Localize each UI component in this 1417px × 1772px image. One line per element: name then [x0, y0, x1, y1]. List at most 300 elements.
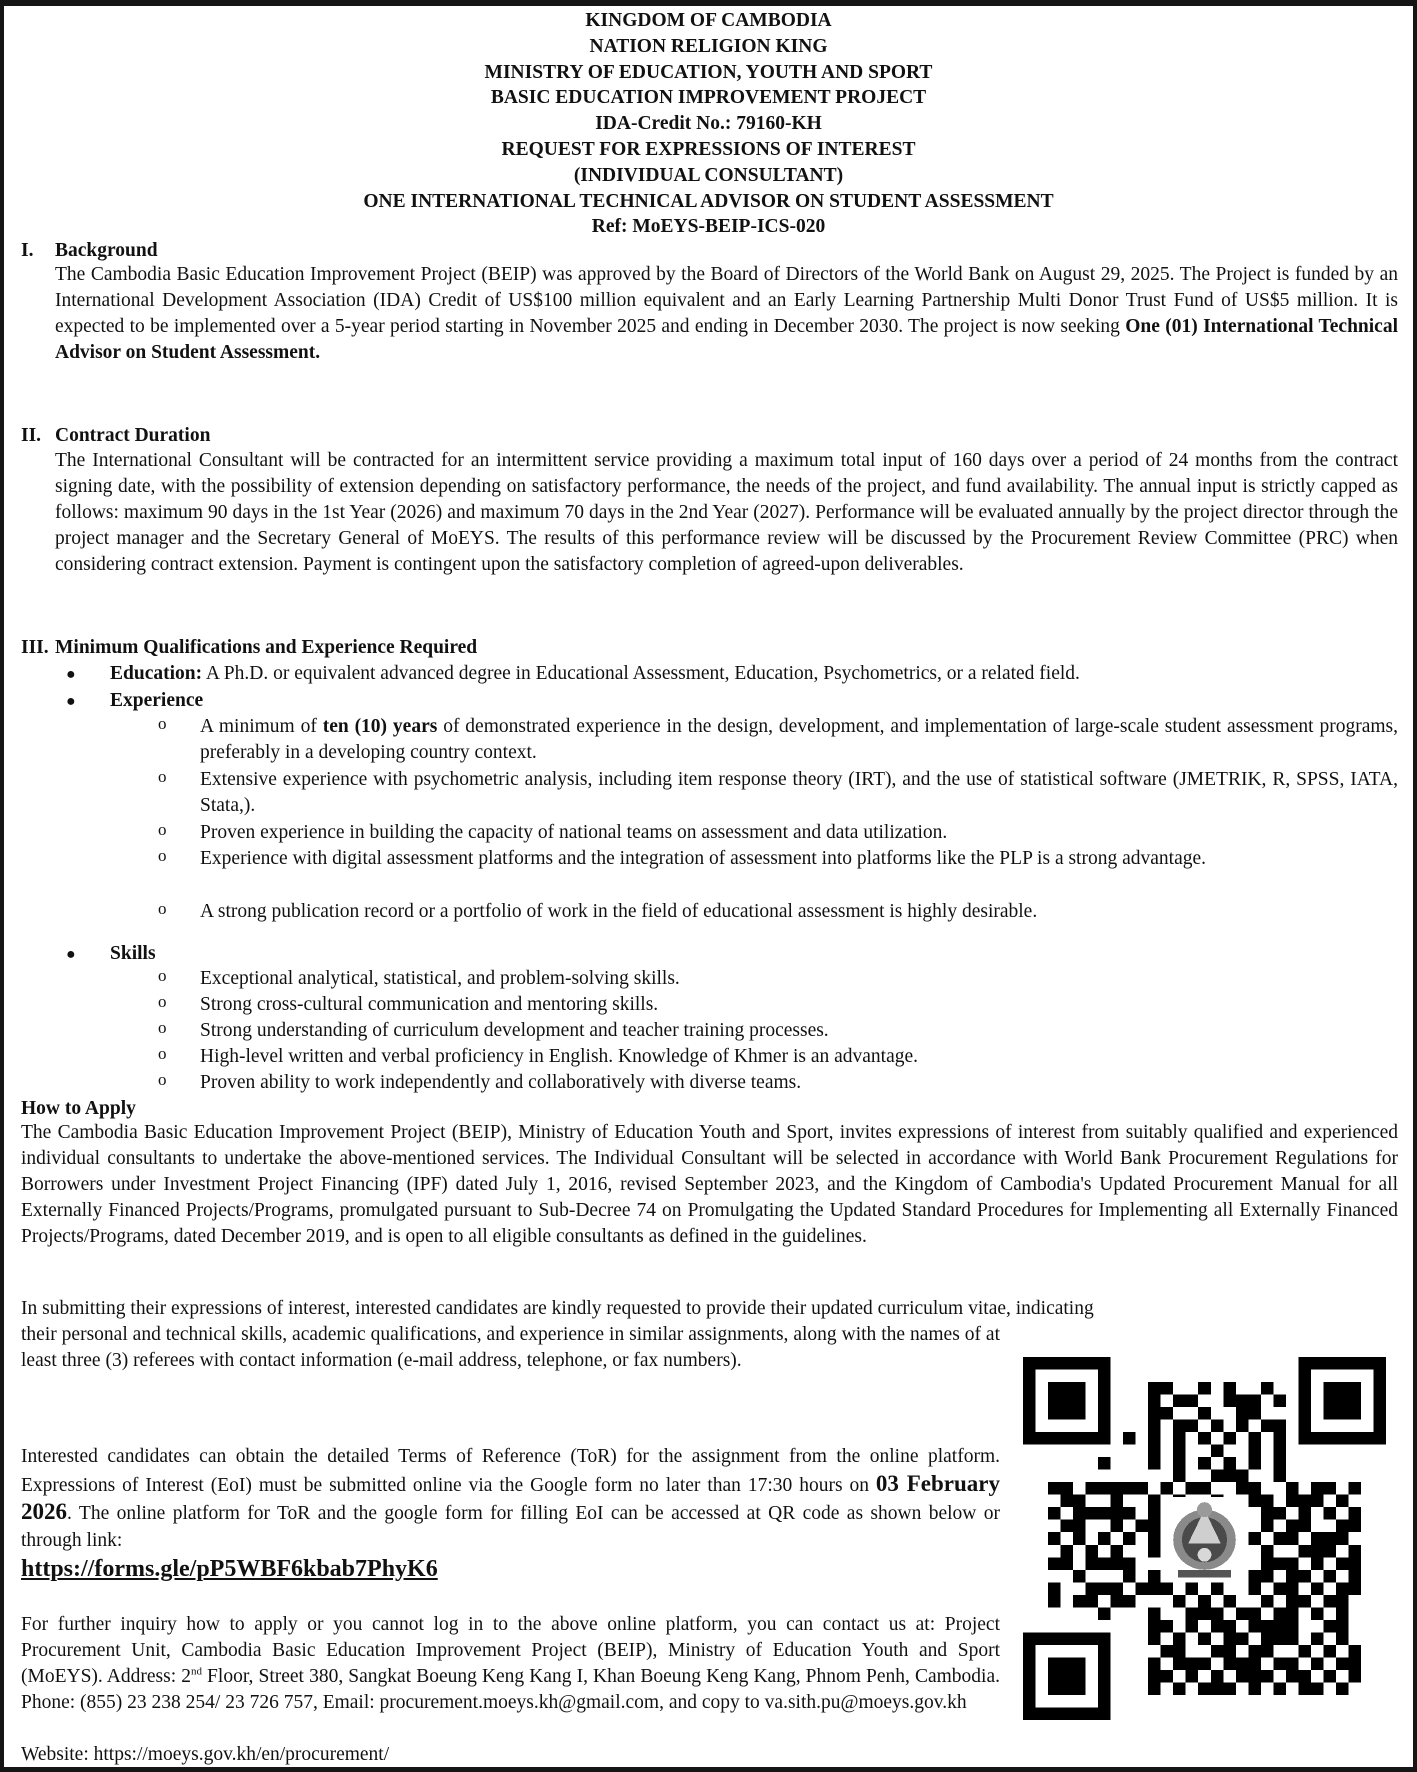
experience-item: A minimum of ten (10) years of demonstrated experience in the design, development, and implementation of large-scale student assessment programs, preferably in a developing country context.	[200, 716, 1398, 763]
qr-module	[1373, 1370, 1386, 1383]
qr-module	[1323, 1432, 1336, 1445]
qr-module	[1348, 1520, 1361, 1533]
qr-module	[1186, 1607, 1199, 1620]
qr-module	[1298, 1670, 1311, 1683]
qr-module	[1311, 1557, 1324, 1570]
qr-module	[1273, 1445, 1286, 1458]
qr-module	[1198, 1657, 1211, 1670]
qr-module	[1148, 1420, 1161, 1433]
qr-module	[1298, 1645, 1311, 1658]
qr-module	[1273, 1682, 1286, 1695]
qr-module	[1323, 1382, 1336, 1395]
qr-module	[1086, 1545, 1099, 1558]
qr-module	[1336, 1407, 1349, 1420]
qr-module	[1086, 1557, 1099, 1570]
qr-module	[1086, 1357, 1099, 1370]
qr-module	[1348, 1645, 1361, 1658]
qr-module	[1223, 1457, 1236, 1470]
qr-module	[1236, 1470, 1249, 1483]
qr-module	[1098, 1507, 1111, 1520]
qr-module	[1173, 1645, 1186, 1658]
qr-module	[1298, 1595, 1311, 1608]
qr-module	[1336, 1382, 1349, 1395]
apply-paragraph-3: Interested candidates can obtain the detailed Terms of Reference (ToR) for the assignment from the online platform. Expressions of Interest (EoI) must be submitted online via the Google form no later than 17:30 hours on 03 February 2026. The online platform for ToR and the google form for filling EoI can be accessed at QR code as shown below or through link:	[21, 1446, 1000, 1551]
qr-module	[1098, 1407, 1111, 1420]
qr-module	[1198, 1632, 1211, 1645]
qr-module	[1186, 1582, 1199, 1595]
contract-paragraph: The International Consultant will be contracted for an intermittent service providing a maximum total input of 160 days over a period of 24 months from the contract signing date, with the possibility of extension depending on satisfactory performance, the needs of the project, and fund availability. The annual input is strictly capped as follows: maximum 90 days in the 1st Year (2026) and maximum 70 days in the 2nd Year (2027). Performance will be evaluated annually by the project director through the project manager and the Secretary General of MoEYS. The results of this performance review will be discussed by the Procurement Review Committee (PRC) when considering contract extension. Payment is contingent upon the satisfactory completion of agreed-upon deliverables.	[55, 450, 1398, 575]
qr-module	[1248, 1395, 1261, 1408]
qr-module	[1111, 1507, 1124, 1520]
section-title-how-to-apply: How to Apply	[21, 1098, 136, 1119]
qr-module	[1161, 1620, 1174, 1633]
qr-module	[1098, 1582, 1111, 1595]
qr-module	[1373, 1432, 1386, 1445]
qr-module	[1061, 1495, 1074, 1508]
qr-module	[1098, 1432, 1111, 1445]
qr-module	[1073, 1532, 1086, 1545]
apply-paragraph-2-line1: In submitting their expressions of interest, interested candidates are kindly requested to provide their updated curriculum vitae, indicating	[21, 1298, 1094, 1319]
skill-item: Proven ability to work independently and collaboratively with diverse teams.	[200, 1072, 802, 1093]
skill-item: High-level written and verbal proficiency in English. Knowledge of Khmer is an advantage.	[200, 1046, 919, 1067]
qr-module	[1336, 1395, 1349, 1408]
qr-module	[1323, 1595, 1336, 1608]
section-title-background: Background	[55, 240, 158, 261]
qr-module	[1211, 1445, 1224, 1458]
skill-item: Exceptional analytical, statistical, and problem-solving skills.	[200, 968, 680, 989]
qr-module	[1298, 1382, 1311, 1395]
qr-module	[1036, 1707, 1049, 1720]
qr-module	[1286, 1495, 1299, 1508]
qr-module	[1023, 1420, 1036, 1433]
qr-module	[1248, 1657, 1261, 1670]
qr-module	[1348, 1657, 1361, 1670]
qr-module	[1311, 1532, 1324, 1545]
qr-module	[1061, 1357, 1074, 1370]
qr-module	[1098, 1607, 1111, 1620]
qr-module	[1261, 1557, 1274, 1570]
qr-module	[1248, 1607, 1261, 1620]
header-line: Ref: MoEYS-BEIP-ICS-020	[591, 216, 826, 238]
qr-module	[1098, 1420, 1111, 1433]
qr-module	[1086, 1432, 1099, 1445]
qr-module	[1086, 1582, 1099, 1595]
qr-module	[1223, 1620, 1236, 1633]
qr-module	[1348, 1382, 1361, 1395]
qr-module	[1173, 1395, 1186, 1408]
qr-module	[1248, 1582, 1261, 1595]
qr-module	[1023, 1632, 1036, 1645]
qr-module	[1048, 1482, 1061, 1495]
section-number: III.	[21, 637, 49, 658]
qr-module	[1323, 1507, 1336, 1520]
qr-module	[1098, 1395, 1111, 1408]
skill-item: Strong cross-cultural communication and mentoring skills.	[200, 994, 659, 1015]
qr-module	[1098, 1457, 1111, 1470]
qr-module	[1311, 1357, 1324, 1370]
qr-module	[1198, 1482, 1211, 1495]
qr-module	[1061, 1557, 1074, 1570]
qr-module	[1036, 1632, 1049, 1645]
qr-module	[1023, 1432, 1036, 1445]
qr-module	[1223, 1395, 1236, 1408]
qr-module	[1261, 1595, 1274, 1608]
circle-bullet-icon: o	[158, 846, 167, 865]
circle-bullet-icon: o	[158, 820, 167, 839]
qr-module	[1273, 1620, 1286, 1633]
qr-module	[1111, 1482, 1124, 1495]
qr-module	[1348, 1557, 1361, 1570]
qr-module	[1086, 1595, 1099, 1608]
qr-module	[1286, 1657, 1299, 1670]
qr-module	[1111, 1582, 1124, 1595]
bullet-icon: ●	[66, 946, 76, 963]
qr-module	[1161, 1482, 1174, 1495]
qr-module	[1298, 1370, 1311, 1383]
qr-module	[1248, 1645, 1261, 1658]
qr-module	[1048, 1557, 1061, 1570]
qr-module	[1323, 1645, 1336, 1658]
qr-module	[1161, 1645, 1174, 1658]
qr-module	[1223, 1432, 1236, 1445]
qr-module	[1048, 1432, 1061, 1445]
qr-module	[1048, 1407, 1061, 1420]
qr-module	[1261, 1570, 1274, 1583]
education-item	[110, 661, 1400, 687]
qr-module	[1136, 1582, 1149, 1595]
qr-module	[1061, 1482, 1074, 1495]
qr-module	[1048, 1657, 1061, 1670]
qr-module	[1023, 1657, 1036, 1670]
qr-module	[1298, 1682, 1311, 1695]
qr-module	[1261, 1507, 1274, 1520]
qr-module	[1273, 1607, 1286, 1620]
qr-module	[1148, 1620, 1161, 1633]
qr-module	[1173, 1657, 1186, 1670]
qr-module	[1048, 1595, 1061, 1608]
qr-module	[1236, 1632, 1249, 1645]
qr-module	[1261, 1620, 1274, 1633]
circle-bullet-icon: o	[158, 1070, 167, 1089]
qr-module	[1111, 1545, 1124, 1558]
qr-module	[1098, 1557, 1111, 1570]
qr-module	[1223, 1470, 1236, 1483]
qr-module	[1286, 1620, 1299, 1633]
qr-module	[1336, 1557, 1349, 1570]
qr-module	[1073, 1570, 1086, 1583]
qr-module	[1048, 1682, 1061, 1695]
qr-module	[1048, 1707, 1061, 1720]
qr-module	[1061, 1670, 1074, 1683]
qr-module	[1223, 1682, 1236, 1695]
qr-module	[1298, 1407, 1311, 1420]
qr-module	[1061, 1382, 1074, 1395]
qr-module	[1273, 1457, 1286, 1470]
qr-module	[1236, 1607, 1249, 1620]
experience-item: Experience with digital assessment platforms and the integration of assessment into platforms like the PLP is a strong advantage.	[200, 848, 1207, 869]
header-line: ONE INTERNATIONAL TECHNICAL ADVISOR ON STUDENT ASSESSMENT	[363, 190, 1054, 212]
qr-module	[1311, 1582, 1324, 1595]
qr-module	[1223, 1657, 1236, 1670]
qr-module	[1348, 1582, 1361, 1595]
qr-module	[1323, 1532, 1336, 1545]
header-line: IDA-Credit No.: 79160-KH	[595, 113, 822, 135]
qr-module	[1098, 1695, 1111, 1708]
qr-module	[1161, 1582, 1174, 1595]
qr-module	[1211, 1682, 1224, 1695]
qr-module	[1098, 1645, 1111, 1658]
qr-module	[1198, 1607, 1211, 1620]
qr-module	[1061, 1657, 1074, 1670]
apply-paragraph-4: For further inquiry how to apply or you cannot log in to the above online platform, you can contact us at: Project Procurement Unit, Cambodia Basic Education Improvement Project (BEIP), Ministry of Education Youth and Sport (MoEYS). Address: 2nd Floor, Street 380, Sangkat Boeung Keng Kang I, Khan Boeung Keng Kang, Phnom Penh, Cambodia. Phone: (855) 23 238 254/ 23 726 757, Email: procurement.moeys.kh@gmail.com, and copy to va.sith.pu@moeys.gov.kh	[21, 1614, 1000, 1713]
qr-module	[1073, 1520, 1086, 1533]
qr-module	[1048, 1582, 1061, 1595]
qr-module	[1073, 1595, 1086, 1608]
qr-module	[1261, 1545, 1274, 1558]
qr-module	[1348, 1482, 1361, 1495]
qr-module	[1298, 1357, 1311, 1370]
qr-module	[1098, 1657, 1111, 1670]
header-line: KINGDOM OF CAMBODIA	[585, 10, 832, 31]
qr-module	[1073, 1707, 1086, 1720]
skill-item: Strong understanding of curriculum development and teacher training processes.	[200, 1020, 829, 1041]
qr-module	[1273, 1632, 1286, 1645]
qr-module	[1098, 1707, 1111, 1720]
qr-module	[1173, 1682, 1186, 1695]
qr-module	[1348, 1357, 1361, 1370]
qr-module	[1286, 1595, 1299, 1608]
qr-module	[1336, 1532, 1349, 1545]
qr-module	[1048, 1395, 1061, 1408]
circle-bullet-icon: o	[158, 966, 167, 985]
qr-module	[1286, 1607, 1299, 1620]
qr-module	[1073, 1495, 1086, 1508]
qr-module	[1311, 1432, 1324, 1445]
qr-module	[1173, 1595, 1186, 1608]
qr-module	[1123, 1532, 1136, 1545]
qr-module	[1223, 1632, 1236, 1645]
skills-label: Skills	[110, 943, 156, 964]
qr-module	[1348, 1395, 1361, 1408]
qr-module	[1148, 1382, 1161, 1395]
qr-module	[1161, 1670, 1174, 1683]
qr-module	[1111, 1495, 1124, 1508]
qr-module	[1023, 1707, 1036, 1720]
qr-module	[1148, 1395, 1161, 1408]
qr-module	[1336, 1582, 1349, 1595]
qr-module	[1173, 1445, 1186, 1458]
qr-module	[1111, 1557, 1124, 1570]
circle-bullet-icon: o	[158, 1044, 167, 1063]
apply-paragraph-1: The Cambodia Basic Education Improvement Project (BEIP), Ministry of Education Youth and Sport, invites expressions of interest from suitably qualified and experienced individual consultants to undertake the above-mentioned services. The Individual Consultant will be selected in accordance with World Bank Procurement Regulations for Borrowers under Investment Project Financing (IPF) dated July 1, 2016, revised September 2023, and the Kingdom of Cambodia's Updated Procurement Manual for all Externally Financed Projects/Programs, promulgated pursuant to Sub-Decree 74 on Promulgating the Updated Standard Procedures for Implementing all Externally Financed Projects/Programs, dated December 2019, and is open to all eligible consultants as defined in the guidelines.	[21, 1122, 1398, 1247]
qr-module	[1273, 1657, 1286, 1670]
qr-module	[1248, 1445, 1261, 1458]
qr-module	[1186, 1420, 1199, 1433]
qr-module	[1061, 1632, 1074, 1645]
qr-module	[1111, 1595, 1124, 1608]
qr-module	[1136, 1520, 1149, 1533]
qr-module	[1073, 1657, 1086, 1670]
qr-module	[1123, 1482, 1136, 1495]
qr-module	[1261, 1495, 1274, 1508]
qr-module	[1023, 1670, 1036, 1683]
qr-module	[1073, 1432, 1086, 1445]
qr-module	[1248, 1682, 1261, 1695]
qr-module	[1173, 1432, 1186, 1445]
qr-module	[1186, 1620, 1199, 1633]
qr-module	[1298, 1570, 1311, 1583]
qr-module	[1323, 1482, 1336, 1495]
qr-module	[1261, 1382, 1274, 1395]
qr-module	[1036, 1357, 1049, 1370]
qr-module	[1248, 1670, 1261, 1683]
qr-module	[1348, 1432, 1361, 1445]
qr-module	[1261, 1645, 1274, 1658]
qr-module	[1098, 1682, 1111, 1695]
qr-module	[1186, 1395, 1199, 1408]
qr-module	[1286, 1532, 1299, 1545]
qr-module	[1248, 1407, 1261, 1420]
qr-module	[1323, 1407, 1336, 1420]
qr-module	[1086, 1507, 1099, 1520]
qr-module	[1248, 1432, 1261, 1445]
bullet-icon: ●	[66, 693, 76, 710]
qr-module	[1298, 1520, 1311, 1533]
qr-module	[1323, 1670, 1336, 1683]
qr-module	[1073, 1395, 1086, 1408]
qr-module	[1311, 1495, 1324, 1508]
experience-label: Experience	[110, 690, 204, 711]
qr-module	[1073, 1682, 1086, 1695]
qr-module	[1223, 1645, 1236, 1658]
qr-module	[1286, 1482, 1299, 1495]
qr-module	[1136, 1482, 1149, 1495]
qr-module	[1073, 1632, 1086, 1645]
qr-module	[1336, 1632, 1349, 1645]
qr-module	[1348, 1507, 1361, 1520]
qr-module	[1148, 1495, 1161, 1508]
background-bold-text: One (01) International Technical Advisor on Student Assessment.	[55, 316, 1398, 363]
qr-module	[1023, 1682, 1036, 1695]
qr-module	[1211, 1607, 1224, 1620]
qr-module	[1111, 1520, 1124, 1533]
qr-module	[1023, 1695, 1036, 1708]
qr-module	[1148, 1407, 1161, 1420]
qr-module	[1236, 1482, 1249, 1495]
section-title-qualifications: Minimum Qualifications and Experience Required	[55, 637, 478, 658]
header-line: (INDIVIDUAL CONSULTANT)	[573, 164, 844, 186]
qr-module	[1311, 1632, 1324, 1645]
qr-module	[1273, 1532, 1286, 1545]
qr-module	[1373, 1357, 1386, 1370]
qr-module	[1223, 1595, 1236, 1608]
qr-module	[1148, 1457, 1161, 1470]
qr-module	[1261, 1632, 1274, 1645]
qr-module	[1361, 1357, 1374, 1370]
qr-module	[1036, 1432, 1049, 1445]
qr-module	[1023, 1645, 1036, 1658]
qr-module	[1148, 1532, 1161, 1545]
qr-module	[1248, 1495, 1261, 1508]
qr-module	[1086, 1707, 1099, 1720]
qr-module	[1123, 1570, 1136, 1583]
qr-module	[1236, 1670, 1249, 1683]
qr-module	[1048, 1632, 1061, 1645]
qr-module	[1286, 1520, 1299, 1533]
qr-code-icon[interactable]	[1023, 1357, 1386, 1720]
header-line: REQUEST FOR EXPRESSIONS OF INTEREST	[501, 138, 916, 160]
qr-module	[1161, 1407, 1174, 1420]
qr-module	[1148, 1670, 1161, 1683]
qr-module	[1023, 1407, 1036, 1420]
qr-module	[1311, 1482, 1324, 1495]
qr-module	[1373, 1395, 1386, 1408]
qr-module	[1198, 1432, 1211, 1445]
education-label: Education:	[110, 663, 203, 684]
background-text: The Cambodia Basic Education Improvement Project (BEIP) was approved by the Board of Directors of the World Bank on August 29, 2025. The Project is funded by an International Development Association (IDA) Credit of US$100 million equivalent and an Early Learning Partnership Multi Donor Trust Fund of US$5 million. It is expected to be implemented over a 5-year period starting in November 2025 and ending in December 2030. The project is now seeking	[55, 264, 1398, 337]
qr-module	[1223, 1382, 1236, 1395]
qr-module	[1236, 1407, 1249, 1420]
qr-module	[1211, 1470, 1224, 1483]
qr-module	[1311, 1657, 1324, 1670]
qr-module	[1198, 1682, 1211, 1695]
qr-module	[1336, 1595, 1349, 1608]
qr-module	[1336, 1432, 1349, 1445]
qr-module	[1148, 1632, 1161, 1645]
qr-module	[1336, 1357, 1349, 1370]
qr-module	[1311, 1607, 1324, 1620]
qr-module	[1098, 1482, 1111, 1495]
qr-module	[1061, 1545, 1074, 1558]
qr-module	[1273, 1507, 1286, 1520]
qr-module	[1073, 1407, 1086, 1420]
qr-module	[1023, 1395, 1036, 1408]
qr-module	[1261, 1420, 1274, 1433]
qr-module	[1048, 1670, 1061, 1683]
qr-module	[1148, 1432, 1161, 1445]
experience-item: Proven experience in building the capacity of national teams on assessment and data utilization.	[200, 822, 948, 843]
qr-module	[1086, 1482, 1099, 1495]
qr-module	[1211, 1420, 1224, 1433]
qr-module	[1023, 1357, 1036, 1370]
qr-module	[1236, 1657, 1249, 1670]
qr-module	[1323, 1570, 1336, 1583]
bullet-icon: ●	[66, 666, 76, 683]
header-line: NATION RELIGION KING	[589, 35, 828, 57]
google-form-link[interactable]: https://forms.gle/pP5WBF6kbab7PhyK6	[21, 1556, 438, 1582]
qr-module	[1248, 1532, 1261, 1545]
qr-module	[1236, 1420, 1249, 1433]
website-text: Website: https://moeys.gov.kh/en/procurement/	[21, 1744, 390, 1765]
qr-module	[1073, 1670, 1086, 1683]
qr-module	[1348, 1407, 1361, 1420]
qr-module	[1373, 1382, 1386, 1395]
qr-module	[1336, 1607, 1349, 1620]
qr-module	[1336, 1620, 1349, 1633]
qr-module	[1248, 1457, 1261, 1470]
qr-module	[1211, 1582, 1224, 1595]
qr-module	[1236, 1395, 1249, 1408]
qr-module	[1048, 1357, 1061, 1370]
qr-module	[1373, 1407, 1386, 1420]
qr-module	[1348, 1570, 1361, 1583]
qr-module	[1061, 1395, 1074, 1408]
qr-module	[1148, 1445, 1161, 1458]
qr-module	[1336, 1495, 1349, 1508]
circle-bullet-icon: o	[158, 1018, 167, 1037]
qr-module	[1148, 1607, 1161, 1620]
section-title-contract: Contract Duration	[55, 425, 211, 446]
